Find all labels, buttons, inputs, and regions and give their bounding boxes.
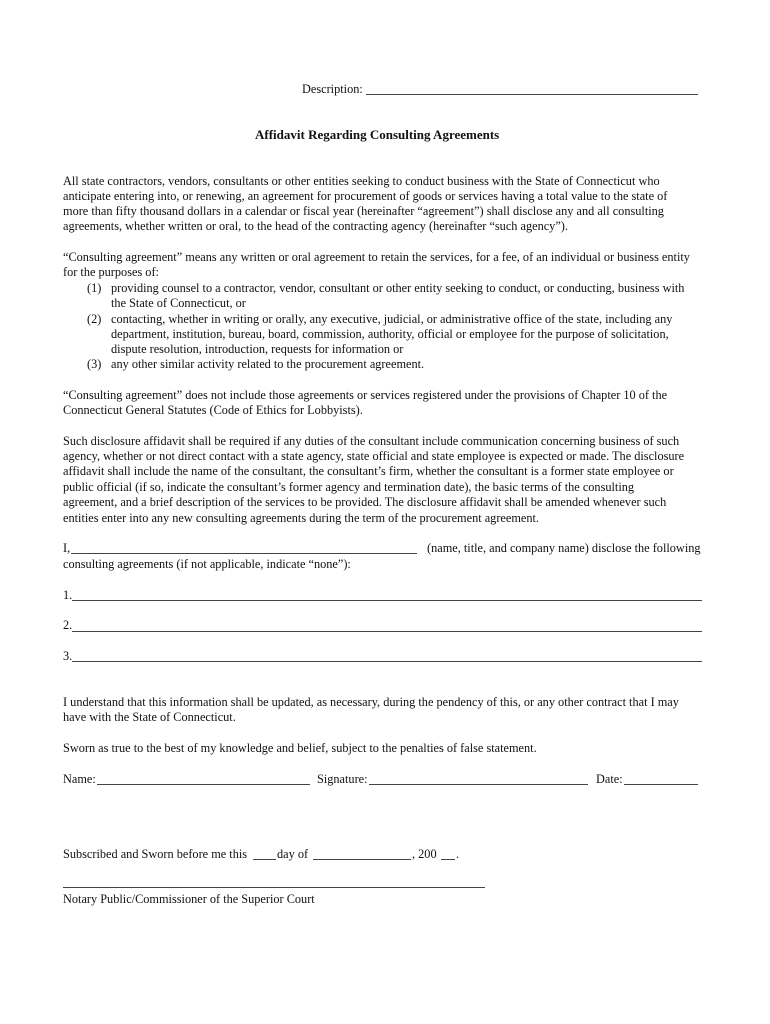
list-item: dispute resolution, introduction, requests for information or [111, 342, 404, 356]
list-item-number: (2) [87, 312, 102, 326]
notary-caption: Notary Public/Commissioner of the Superior Court [63, 892, 315, 906]
list-item: department, institution, bureau, board, commission, authority, official or employee for the purpose of solicitation, [111, 327, 669, 341]
year-field[interactable] [441, 859, 455, 860]
list-item-number: (1) [87, 281, 102, 295]
list-item: providing counsel to a contractor, vendor, consultant or other entity seeking to conduct, or conducting, business with [111, 281, 685, 295]
date-field[interactable] [624, 784, 698, 785]
entry-number: 1. [63, 588, 73, 602]
description-label: Description: [302, 82, 363, 96]
day-field[interactable] [253, 859, 276, 860]
list-item: any other similar activity related to the procurement agreement. [111, 357, 425, 371]
date-label: Date: [596, 772, 623, 786]
name-field[interactable] [97, 784, 310, 785]
page-title: Affidavit Regarding Consulting Agreements [255, 127, 500, 142]
list-item-number: (3) [87, 357, 102, 371]
notary-signature-field[interactable] [63, 887, 485, 888]
month-field[interactable] [313, 859, 411, 860]
affidavit-page: Description: Affidavit Regarding Consulting Agreements All state contractors, vendors, consultants or other entities seeking to conduct business with the State of Connecticut who anticipate entering into, or renewing, an agreement for procurement of goods or services having a total value to the state of more than fifty thousand dollars in a calendar or fiscal year (hereinafter “agreement”) shall disclose any and all consulting agreements, whether written or oral, to the head of the contracting agency (hereinafter “such agency”). “Consulting agreement” means any written or oral agreement to retain the services, for a fee, of an individual or business entity for the purposes of: (1) providing counsel to a contractor, vendor, consultant or other entity seeking to conduct, or conducting, business with the State of Connecticut, or (2) contacting, whether in writing or orally, any executive, judicial, or administrative office of the state, including any department, institution, bureau, board, commission, authority, official or employee for the purpose of solicitation, dispute resolution, introduction, requests for information or (3) any other similar activity related to the procurement agreement. “Consulting agreement” does not include those agreements or services registered under the provisions of Chapter 10 of the Connecticut General Statutes (Code of Ethics for Lobbyists). Such disclosure affidavit shall be required if any duties of the consultant include communication concerning business of such agency, whether or not direct contact with a state agency, state official and state employee is expected or made. The disclosure affidavit shall include the name of the consultant, the consultant’s firm, whether the consultant is a former state employee or public official (if so, indicate the consultant’s former agency and termination date), the basic terms of the consulting agreement, and a brief description of the services to be provided. The disclosure affidavit shall be amended whenever such entities enter into any new consulting agreements during the term of the procurement agreement. I, (name, title, and company name) disclose the following consulting agreements (if not applicable, indicate “none”): 1. 2. 3. I understand that this information shall be updated, as necessary, during the pendency of this, or any other contract that I may have with the State of Connecticut. Sworn as true to the best of my knowledge and belief, subject to the penalties of false statement. Name: Signature: Date: Subscribed and Sworn before me this day of , 200 . Notary Public/Commissioner of the Superior Court [63, 82, 701, 906]
signature-label: Signature: [317, 772, 368, 786]
name-label: Name: [63, 772, 96, 786]
declaration-prefix: I, [63, 541, 71, 555]
consulting-agreement-field-3[interactable] [72, 661, 702, 662]
description-field[interactable] [366, 94, 698, 95]
name-title-company-field[interactable] [71, 553, 417, 554]
entry-number: 2. [63, 618, 73, 632]
consulting-agreement-field-2[interactable] [72, 631, 702, 632]
list-item: the State of Connecticut, or [111, 296, 246, 310]
signature-field[interactable] [369, 784, 588, 785]
consulting-agreement-field-1[interactable] [72, 600, 702, 601]
declaration-suffix: (name, title, and company name) disclose the following [427, 541, 701, 555]
list-item: contacting, whether in writing or orally, any executive, judicial, or administrative office of the state, including any [111, 312, 673, 326]
sworn-statement: Sworn as true to the best of my knowledge and belief, subject to the penalties of false statement. [63, 741, 537, 755]
declaration-instruction: consulting agreements (if not applicable, indicate “none”): [63, 557, 351, 571]
entry-number: 3. [63, 649, 73, 663]
